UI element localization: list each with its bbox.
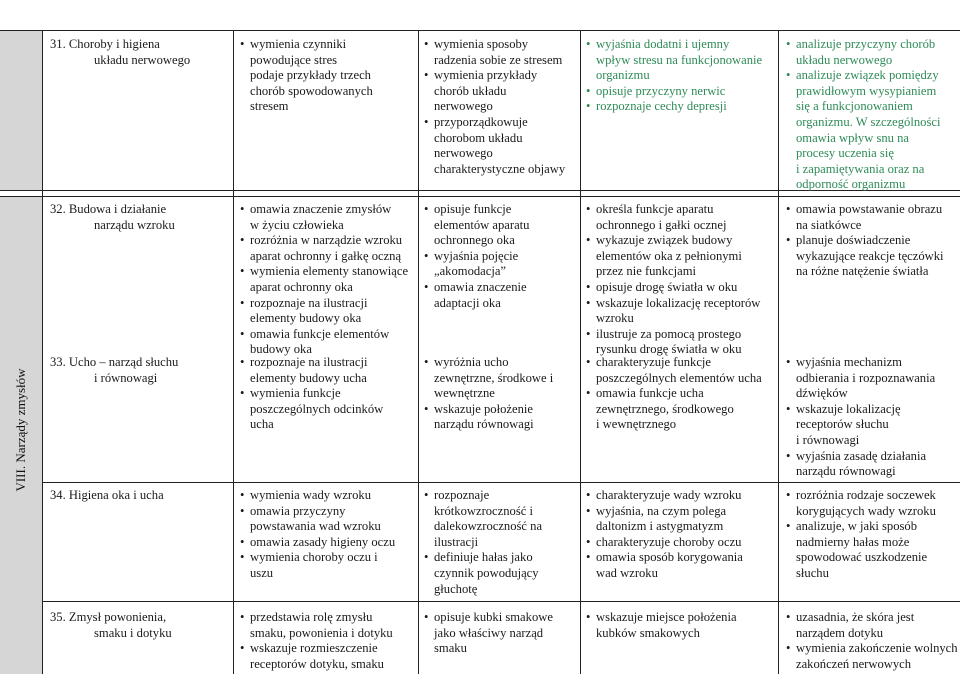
requirements-31-advanced: • analizuje przyczyny chorób układu nerwowego • analizuje związek pomiędzy prawidłowym wysypianiem się a funkcjonowaniem organizmu. W szczególności omawia wpływ snu na procesy uczenia się i zapamiętywania oraz na odporność organizmu bbox=[786, 37, 958, 193]
grid-line bbox=[418, 30, 419, 674]
requirements-35-basic: • przedstawia rolę zmysłu smaku, powonienia i dotyku • wskazuje rozmieszczenie receptorów dotyku, smaku bbox=[240, 610, 418, 672]
grid-line bbox=[0, 30, 960, 31]
requirements-34-advanced: • rozróżnia rodzaje soczewek korygujących wady wzroku • analizuje, w jaki sposób nadmierny hałas może spowodować uszkodzenie słuchu bbox=[786, 488, 958, 582]
topic-35: 35. Zmysł powonienia, smaku i dotyku bbox=[50, 610, 172, 640]
section-label: VIII. Narządy zmysłów bbox=[13, 368, 28, 492]
grid-line bbox=[0, 196, 960, 197]
requirements-33-extended: • wyróżnia ucho zewnętrzne, środkowe i wewnętrzne • wskazuje położenie narządu równowagi bbox=[424, 355, 579, 433]
requirements-32-basic: • omawia znaczenie zmysłów w życiu człowieka • rozróżnia w narządzie wzroku aparat ochronny i gałkę oczną • wymienia elementy stanowiące aparat ochronny oka • rozpoznaje na ilustracji elementy budowy oka • omawia funkcje elementów budowy oka bbox=[240, 202, 418, 358]
requirements-35-full: • wskazuje miejsce położenia kubków smakowych bbox=[586, 610, 776, 641]
requirements-34-extended: • rozpoznaje krótkowzroczność i dalekowzroczność na ilustracji • definiuje hałas jako czynnik powodujący głuchotę bbox=[424, 488, 579, 597]
grid-line bbox=[42, 30, 43, 674]
requirements-35-advanced: • uzasadnia, że skóra jest narządem dotyku • wymienia zakończenie wolnych zakończeń nerwowych bbox=[786, 610, 958, 672]
requirements-32-full: • określa funkcje aparatu ochronnego i gałki ocznej • wykazuje związek budowy elementów oka z pełnionymi przez nie funkcjami • opisuje drogę światła w oku • wskazuje lokalizację receptorów wzroku • ilustruje za pomocą prostego rysunku drogę światła w oku bbox=[586, 202, 776, 358]
section-shade-top bbox=[0, 30, 42, 190]
requirements-33-advanced: • wyjaśnia mechanizm odbierania i rozpoznawania dźwięków • wskazuje lokalizację receptorów słuchu i równowagi • wyjaśnia zasadę działania narządu równowagi bbox=[786, 355, 958, 480]
requirements-33-full: • charakteryzuje funkcje poszczególnych elementów ucha • omawia funkcje ucha zewnętrznego, środkowego i wewnętrznego bbox=[586, 355, 776, 433]
requirements-34-full: • charakteryzuje wady wzroku • wyjaśnia, na czym polega daltonizm i astygmatyzm • charakteryzuje choroby oczu • omawia sposób korygowania wad wzroku bbox=[586, 488, 776, 582]
requirements-31-full: • wyjaśnia dodatni i ujemny wpływ stresu na funkcjonowanie organizmu • opisuje przyczyny nerwic • rozpoznaje cechy depresji bbox=[586, 37, 776, 115]
requirements-32-advanced: • omawia powstawanie obrazu na siatkówce • planuje doświadczenie wykazujące reakcje tęczówki na różne natężenie światła bbox=[786, 202, 958, 280]
grid-line bbox=[233, 30, 234, 674]
requirements-31-extended: • wymienia sposoby radzenia sobie ze stresem • wymienia przykłady chorób układu nerwowego • przyporządkowuje chorobom układu nerwowego charakterystyczne objawy bbox=[424, 37, 579, 177]
grid-line bbox=[42, 601, 960, 602]
grid-line bbox=[42, 482, 960, 483]
topic-33: 33. Ucho – narząd słuchu i równowagi bbox=[50, 355, 179, 385]
requirements-32-extended: • opisuje funkcje elementów aparatu ochronnego oka • wyjaśnia pojęcie „akomodacja” • omawia znaczenie adaptacji oka bbox=[424, 202, 579, 311]
topic-34: 34. Higiena oka i ucha bbox=[50, 488, 164, 502]
requirements-34-basic: • wymienia wady wzroku • omawia przyczyny powstawania wad wzroku • omawia zasady higieny oczu • wymienia choroby oczu i uszu bbox=[240, 488, 418, 582]
requirements-35-extended: • opisuje kubki smakowe jako właściwy narząd smaku bbox=[424, 610, 579, 657]
topic-31: 31. Choroby i higiena układu nerwowego bbox=[50, 37, 191, 67]
topic-32: 32. Budowa i działanie narządu wzroku bbox=[50, 202, 175, 232]
requirements-33-basic: • rozpoznaje na ilustracji elementy budowy ucha • wymienia funkcje poszczególnych odcinków ucha bbox=[240, 355, 418, 433]
grid-line bbox=[580, 30, 581, 674]
grid-line bbox=[778, 30, 779, 674]
requirements-31-basic: • wymienia czynniki powodujące stres podaje przykłady trzech chorób spowodowanych stresem bbox=[240, 37, 415, 115]
